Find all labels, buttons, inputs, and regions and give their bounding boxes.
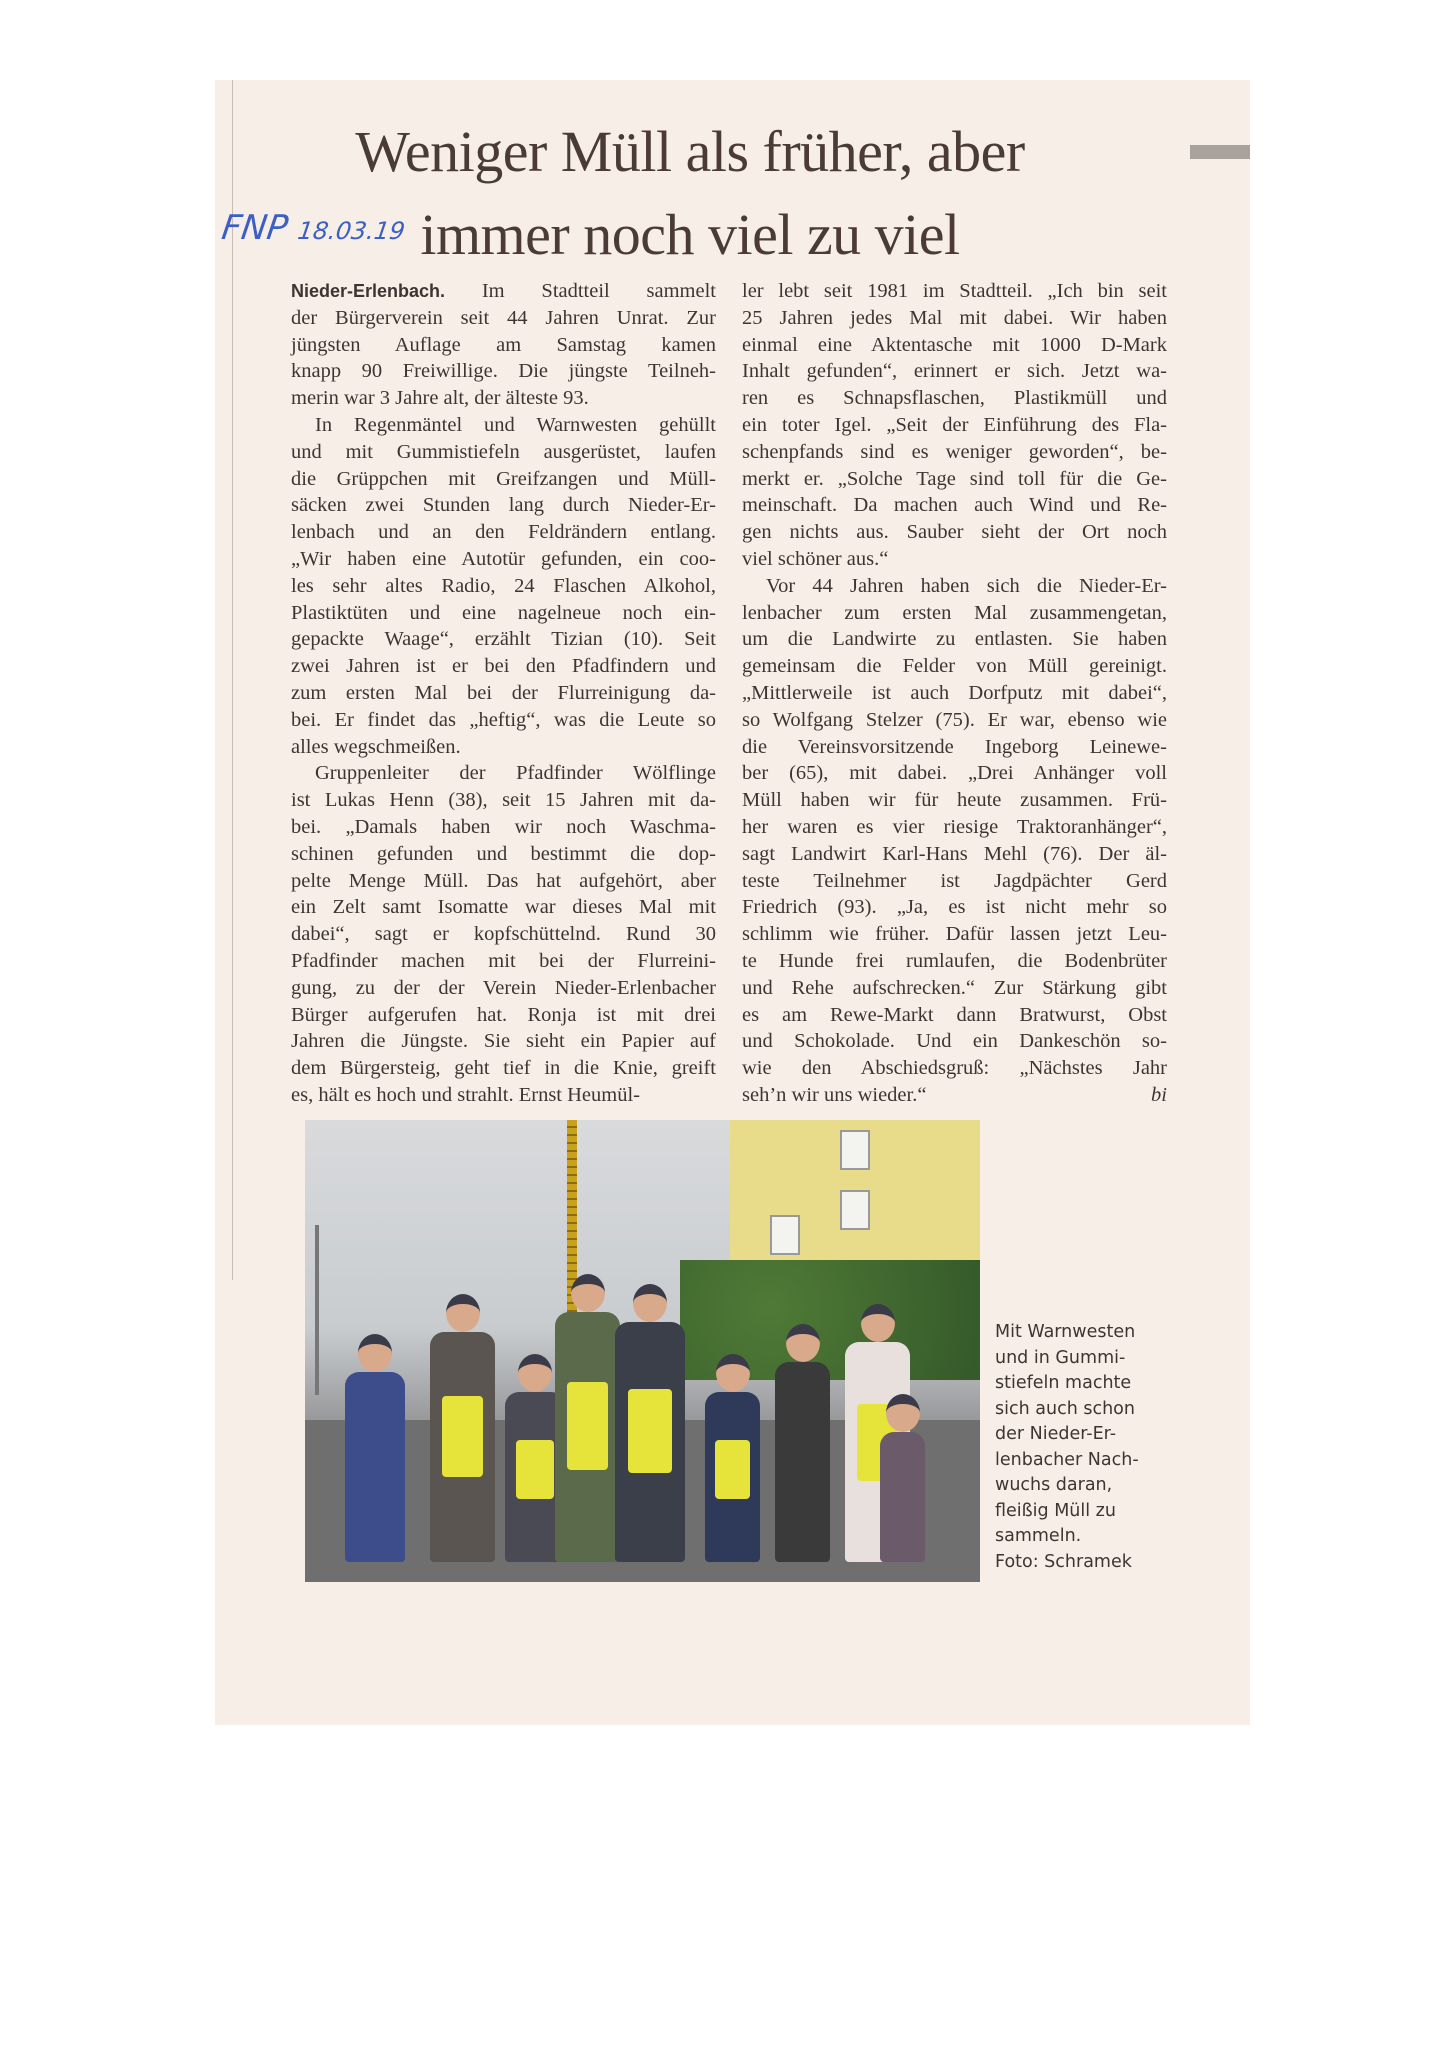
safety-vest — [516, 1440, 554, 1500]
text-line-content: schenpfands sind es weniger geworden“, be- — [742, 440, 1167, 463]
text-line-content: Inhalt gefunden“, erinnert er sich. Jetzt wa- — [742, 360, 1167, 383]
text-line — [742, 868, 1167, 895]
text-line-content: die Grüppchen mit Greifzangen und Müll- — [291, 467, 716, 490]
text-line-content: gepackte Waage“, erzählt Tizian (10). Seit — [291, 628, 716, 651]
text-line-content: bei. „Damals haben wir noch Waschma- — [291, 815, 716, 838]
text-line-content: zum ersten Mal bei der Flurreinigung da- — [291, 681, 716, 704]
text-line — [291, 653, 716, 680]
text-line-content: und mit Gummistiefeln ausgerüstet, laufen — [291, 440, 716, 463]
text-line — [291, 439, 716, 466]
text-line-content: säcken zwei Stunden lang durch Nieder-Er- — [291, 494, 716, 517]
text-line-content: ren es Schnapsflaschen, Plastikmüll und — [742, 387, 1167, 410]
text-line — [291, 868, 716, 895]
text-line — [742, 278, 1167, 305]
photo-person — [880, 1432, 925, 1562]
text-line — [291, 814, 716, 841]
text-line — [291, 626, 716, 653]
text-line — [291, 894, 716, 921]
text-line — [742, 948, 1167, 975]
text-line-content: seh’n wir uns wieder.“ — [742, 1083, 927, 1106]
caption-line: lenbacher Nach- — [995, 1449, 1139, 1470]
text-line — [291, 787, 716, 814]
text-line-content: ein Zelt samt Isomatte war dieses Mal mit — [291, 896, 716, 919]
caption-line: und in Gummi- — [995, 1347, 1126, 1368]
text-line-content: es, hält es hoch und strahlt. Ernst Heumül- — [291, 1083, 641, 1106]
text-line-content: les sehr altes Radio, 24 Flaschen Alkohol, — [291, 574, 716, 597]
article-photo — [305, 1120, 980, 1582]
text-line — [742, 707, 1167, 734]
text-line-content: viel schöner aus.“ — [742, 547, 889, 570]
text-line — [291, 519, 716, 546]
column-rule — [232, 80, 233, 1280]
text-line — [742, 492, 1167, 519]
text-line-content: die Vereinsvorsitzende Ingeborg Leinewe- — [742, 735, 1167, 758]
text-line-content: so Wolfgang Stelzer (75). Er war, ebenso wie — [742, 708, 1167, 731]
text-line-content: schinen gefunden und bestimmt die dop- — [291, 842, 716, 865]
text-line — [291, 707, 716, 734]
text-line-content: ein toter Igel. „Seit der Einführung des Fla- — [742, 413, 1167, 436]
text-line — [742, 841, 1167, 868]
text-line-content: Plastiktüten und eine nagelneue noch ein- — [291, 601, 716, 624]
caption-line: Mit Warnwesten — [995, 1322, 1136, 1342]
text-line — [742, 680, 1167, 707]
text-line-content: teste Teilnehmer ist Jagdpächter Gerd — [742, 869, 1167, 892]
text-line-content: ler lebt seit 1981 im Stadtteil. „Ich bin seit — [742, 280, 1167, 302]
text-line-content: „Mittlerweile ist auch Dorfputz mit dabei“, — [742, 681, 1167, 704]
text-line — [742, 975, 1167, 1002]
text-line-content: Vor 44 Jahren haben sich die Nieder-Er- — [766, 574, 1167, 597]
text-line — [291, 305, 716, 332]
text-line — [742, 466, 1167, 493]
text-line-content: Im Stadtteil sammelt — [445, 280, 716, 302]
article-column-1 — [291, 278, 716, 1109]
caption-line: stiefeln machte — [995, 1373, 1132, 1393]
article-column-2 — [742, 278, 1167, 1109]
text-line — [742, 332, 1167, 359]
caption-line: wuchs daran, — [995, 1475, 1113, 1495]
photo-person — [705, 1392, 760, 1562]
text-line — [291, 1028, 716, 1055]
text-line — [291, 358, 716, 385]
text-line — [742, 1055, 1167, 1082]
handwritten-date-note: FNP 18.03.19 — [219, 208, 407, 248]
text-line — [742, 626, 1167, 653]
text-line-content: jüngsten Auflage am Samstag kamen — [291, 333, 716, 356]
text-line-content: es am Rewe-Markt dann Bratwurst, Obst — [742, 1003, 1167, 1026]
caption-line: der Nieder-Er- — [995, 1424, 1117, 1444]
text-line-content: bei. Er findet das „heftig“, was die Leute so — [291, 708, 716, 731]
text-line — [291, 546, 716, 573]
text-line — [742, 546, 1167, 573]
text-line-content: wie den Abschiedsgruß: „Nächstes Jahr — [742, 1057, 1167, 1080]
text-line — [742, 358, 1167, 385]
text-line-content: um die Landwirte zu entlasten. Sie haben — [742, 628, 1167, 651]
text-line-content: Jahren die Jüngste. Sie sieht ein Papier auf — [291, 1030, 716, 1053]
author-initials: bi — [1151, 1083, 1167, 1106]
text-line — [291, 332, 716, 359]
photo-person — [555, 1312, 620, 1562]
photo-person — [430, 1332, 495, 1562]
photo-person — [345, 1372, 405, 1562]
text-line-content: alles wegschmeißen. — [291, 735, 461, 758]
text-line — [742, 519, 1167, 546]
text-line-content: Friedrich (93). „Ja, es ist nicht mehr so — [742, 896, 1167, 919]
text-line — [291, 1082, 716, 1109]
photo-person-head — [446, 1294, 480, 1332]
text-line — [742, 305, 1167, 332]
text-line — [742, 734, 1167, 761]
text-line — [742, 439, 1167, 466]
text-line-content: dem Bürgersteig, geht tief in die Knie, greift — [291, 1057, 716, 1080]
text-line-content: Bürger aufgerufen hat. Ronja ist mit drei — [291, 1003, 716, 1026]
text-line — [742, 1028, 1167, 1055]
text-line — [742, 1002, 1167, 1029]
text-line-content: pelte Menge Müll. Das hat aufgehört, aber — [291, 869, 716, 892]
text-line — [742, 894, 1167, 921]
text-line-content: knapp 90 Freiwillige. Die jüngste Teilneh- — [291, 360, 716, 383]
text-line — [291, 734, 716, 761]
photo-person-head — [716, 1354, 750, 1392]
text-line — [291, 975, 716, 1002]
photo-credit: Foto: Schramek — [995, 1551, 1132, 1572]
text-line — [742, 921, 1167, 948]
photo-caption — [995, 1320, 1175, 1575]
text-line — [742, 787, 1167, 814]
photo-street-lamp — [315, 1225, 319, 1395]
photo-person-head — [518, 1354, 552, 1392]
headline-line-2: immer noch viel zu viel — [420, 202, 960, 267]
text-line — [291, 492, 716, 519]
text-line-content: merin war 3 Jahre alt, der älteste 93. — [291, 387, 589, 410]
text-line-content: merkt er. „Solche Tage sind toll für die Ge- — [742, 467, 1167, 490]
text-line-content: „Wir haben eine Autotür gefunden, ein coo- — [291, 547, 716, 570]
text-line — [291, 841, 716, 868]
safety-vest — [715, 1440, 750, 1500]
text-line — [291, 466, 716, 493]
text-line-content: gemeinsam die Felder von Müll gereinigt. — [742, 655, 1167, 678]
text-line — [291, 1055, 716, 1082]
text-line — [291, 948, 716, 975]
caption-line: sich auch schon — [995, 1398, 1135, 1419]
photo-person-head — [358, 1334, 392, 1372]
text-line-content: lenbach und an den Feldrändern entlang. — [291, 521, 716, 544]
text-line — [291, 573, 716, 600]
text-line — [742, 814, 1167, 841]
text-line-content: sagt Landwirt Karl-Hans Mehl (76). Der äl- — [742, 842, 1167, 865]
text-line-content: gung, zu der der Verein Nieder-Erlenbacher — [291, 976, 716, 999]
text-line-content: In Regenmäntel und Warnwesten gehüllt — [315, 413, 716, 436]
safety-vest — [442, 1396, 484, 1477]
text-line-content: der Bürgerverein seit 44 Jahren Unrat. Zur — [291, 306, 716, 329]
photo-person-head — [633, 1284, 667, 1322]
text-line-content: einmal eine Aktentasche mit 1000 D-Mark — [742, 333, 1167, 356]
text-line — [742, 653, 1167, 680]
safety-vest — [628, 1389, 673, 1473]
text-line-content: 25 Jahren jedes Mal mit dabei. Wir haben — [742, 306, 1167, 329]
text-line-content: Gruppenleiter der Pfadfinder Wölflinge — [315, 762, 716, 785]
text-line-content: ist Lukas Henn (38), seit 15 Jahren mit da- — [291, 789, 716, 812]
text-line — [742, 760, 1167, 787]
text-line — [291, 760, 716, 787]
text-line-content: dabei“, sagt er kopfschüttelnd. Rund 30 — [291, 923, 716, 946]
text-line — [291, 600, 716, 627]
photo-person-head — [861, 1304, 895, 1342]
photo-person-head — [886, 1394, 920, 1432]
text-line-content: meinschaft. Da machen auch Wind und Re- — [742, 494, 1167, 517]
text-line — [742, 385, 1167, 412]
text-line — [291, 680, 716, 707]
text-line-content: und Schokolade. Und ein Dankeschön so- — [742, 1030, 1167, 1053]
text-line-content: te Hunde frei rumlaufen, die Bodenbrüter — [742, 949, 1167, 972]
text-line-content: ber (65), mit dabei. „Drei Anhänger voll — [742, 762, 1167, 785]
photo-person — [775, 1362, 830, 1562]
text-line — [742, 412, 1167, 439]
text-line — [742, 573, 1167, 600]
text-line-content: und Rehe aufschrecken.“ Zur Stärkung gibt — [742, 976, 1167, 999]
text-line-content: Müll haben wir für heute zusammen. Frü- — [742, 789, 1167, 812]
text-line-content: schlimm wie früher. Dafür lassen jetzt Leu- — [742, 923, 1167, 946]
text-line — [291, 385, 716, 412]
text-line — [291, 278, 716, 305]
text-line-content: zwei Jahren ist er bei den Pfadfindern und — [291, 655, 716, 678]
text-line — [742, 600, 1167, 627]
safety-vest — [567, 1382, 609, 1470]
photo-person-head — [571, 1274, 605, 1312]
text-line — [291, 412, 716, 439]
headline-line-1: Weniger Müll als früher, aber — [355, 119, 1025, 184]
text-line — [291, 1002, 716, 1029]
text-line-content: lenbacher zum ersten Mal zusammengetan, — [742, 601, 1167, 624]
photo-person — [615, 1322, 685, 1562]
decorative-bar — [1190, 145, 1250, 159]
caption-line: sammeln. — [995, 1526, 1082, 1546]
text-line-content: Pfadfinder machen mit bei der Flurreini- — [291, 949, 716, 972]
text-line — [742, 1082, 1167, 1109]
caption-line: fleißig Müll zu — [995, 1500, 1116, 1521]
text-line — [291, 921, 716, 948]
text-line-content: gen nichts aus. Sauber sieht der Ort noch — [742, 521, 1167, 544]
photo-person-head — [786, 1324, 820, 1362]
text-line-content: her waren es vier riesige Traktoranhänger“, — [742, 815, 1167, 838]
dateline: Nieder-Erlenbach. — [291, 281, 446, 301]
